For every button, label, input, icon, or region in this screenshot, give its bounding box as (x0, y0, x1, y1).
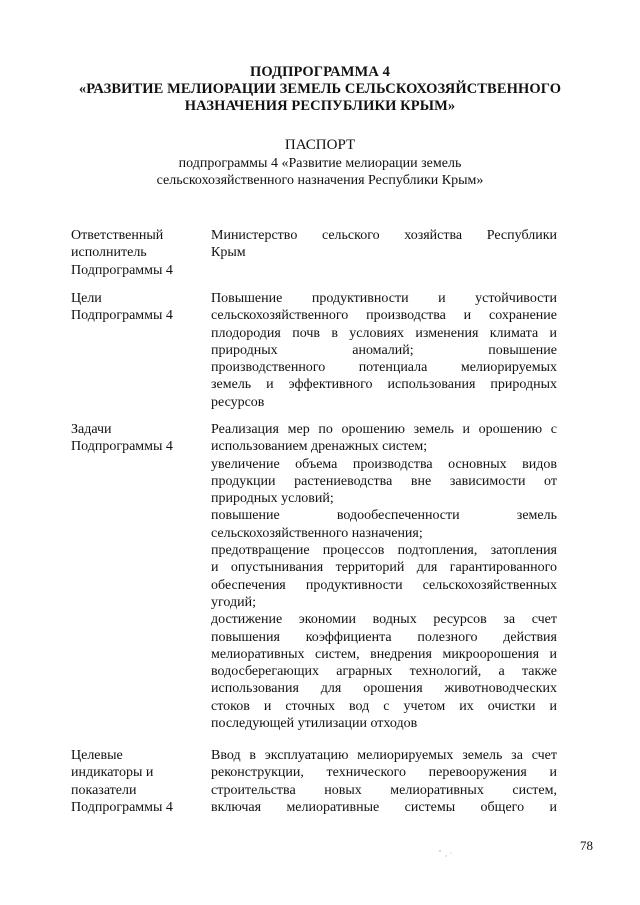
responsible-executor-label (71, 227, 201, 279)
target-indicators-value (211, 747, 557, 816)
label-line: Подпрограммы 4 (71, 308, 173, 324)
content-line: плодородия почв в условиях изменения климата и (211, 325, 557, 341)
content-line: стоков и сточных вод с учетом их очистки и (211, 698, 557, 714)
content-line: земель и эффективного использования природных (211, 377, 557, 393)
subprogram-name-line-1: «РАЗВИТИЕ МЕЛИОРАЦИИ ЗЕМЕЛЬ СЕЛЬСКОХОЗЯЙСТВЕННОГО (78, 81, 562, 97)
responsible-executor-value (211, 227, 557, 262)
content-line: увеличение объема производства основных видов (211, 456, 557, 472)
label-line: Подпрограммы 4 (71, 799, 173, 815)
label-line: исполнитель (71, 245, 147, 261)
content-line: продукции растениеводства вне зависимости от (211, 473, 557, 489)
goals-label (71, 290, 201, 325)
content-line: природных аномалий; повышение (211, 342, 557, 358)
content-line: ресурсов (211, 394, 265, 410)
label-line: Цели (71, 291, 102, 306)
content-line: и опустынивания территорий для гарантированного (211, 560, 557, 576)
subprogram-title: ПОДПРОГРАММА 4 (250, 64, 390, 80)
goals-value (211, 290, 557, 411)
content-line: водосберегающих аграрных технологий, а также (211, 664, 557, 680)
page-number: 78 (580, 838, 593, 853)
content-line: производственного потенциала мелиорируемых (211, 360, 557, 376)
content-line: Министерство сельского хозяйства Республики (211, 228, 557, 243)
passport-subtitle-line-1: подпрограммы 4 «Развитие мелиорации земель (178, 156, 462, 171)
tasks-value (211, 421, 557, 732)
content-line: Ввод в эксплуатацию мелиорируемых земель за счет (211, 748, 557, 763)
content-line: повышения коэффициента полезного действия (211, 629, 557, 645)
content-line: последующей утилизации отходов (211, 716, 418, 732)
content-line: использованием дренажных систем; (211, 439, 428, 455)
content-line: угодий; (211, 594, 256, 610)
content-line: использования для орошения животноводческих (211, 681, 557, 697)
subprogram-name-line-2: НАЗНАЧЕНИЯ РЕСПУБЛИКИ КРЫМ» (184, 98, 456, 114)
content-line: Реализация мер по орошению земель и орошению с (211, 422, 557, 437)
label-line: Целевые (71, 748, 123, 763)
content-line: Повышение продуктивности и устойчивости (211, 291, 557, 306)
content-line: природных условий; (211, 491, 334, 507)
content-line: мелиоративных систем, внедрения микроорошения и (211, 646, 557, 662)
content-line: достижение экономии водных ресурсов за счет (211, 612, 557, 628)
content-line: сельскохозяйственного производства и сохранение (211, 308, 557, 324)
content-line: повышение водообеспеченности земель (211, 508, 557, 524)
label-line: индикаторы и (71, 765, 154, 781)
content-line: предотвращение процессов подтопления, затопления (211, 543, 557, 559)
label-line: Подпрограммы 4 (71, 439, 173, 455)
content-line: строительства новых мелиоративных систем, (211, 782, 557, 798)
label-line: Задачи (71, 422, 112, 437)
tasks-label (71, 421, 201, 456)
label-line: Ответственный (71, 228, 164, 243)
content-line: Крым (211, 245, 246, 261)
target-indicators-label (71, 747, 201, 816)
label-line: показатели (71, 782, 137, 798)
scan-specks (437, 848, 457, 860)
content-line: сельскохозяйственного назначения; (211, 525, 423, 541)
content-line: обеспечения продуктивности сельскохозяйственных (211, 577, 557, 593)
content-line: включая мелиоративные системы общего и (211, 799, 557, 815)
label-line: Подпрограммы 4 (71, 262, 173, 278)
content-line: реконструкции, технического перевооружения и (211, 765, 557, 781)
passport-title: ПАСПОРТ (284, 137, 356, 153)
passport-subtitle-line-2: сельскохозяйственного назначения Республики Крым» (156, 173, 484, 188)
